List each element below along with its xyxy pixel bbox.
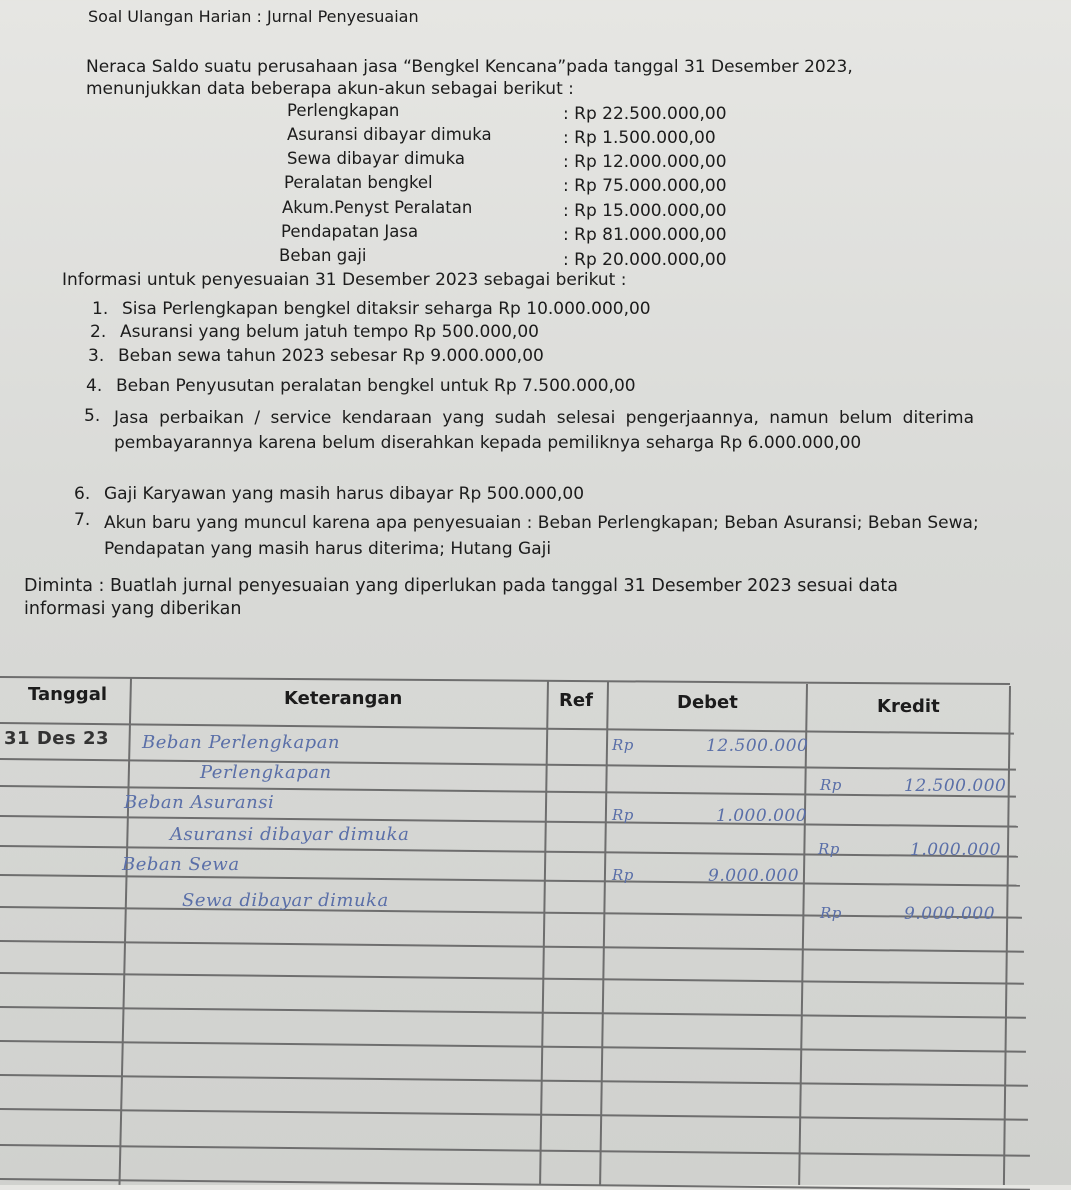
- table-rule: [0, 1006, 1026, 1018]
- header-keterangan: Keterangan: [284, 688, 403, 709]
- entry-description: Beban Perlengkapan: [142, 732, 341, 753]
- entry-description: Beban Asuransi: [124, 792, 275, 813]
- intro-paragraph: Neraca Saldo suatu perusahaan jasa “Bengkel Kencana”pada tanggal 31 Desember 2023, menunjukkan data beberapa akun-akun sebagai berikut :: [86, 57, 853, 99]
- table-rule: [0, 676, 1010, 685]
- item-text: Sisa Perlengkapan bengkel ditaksir seharga Rp 10.000.000,00: [122, 299, 651, 319]
- table-rule: [0, 815, 1018, 827]
- journal-table: [0, 670, 1071, 1185]
- header-tanggal: Tanggal: [28, 684, 108, 705]
- header-kredit: Kredit: [877, 696, 940, 717]
- table-rule: [0, 758, 1016, 770]
- table-rule: [0, 906, 1022, 918]
- entry-debit: 12.500.000: [706, 736, 809, 756]
- page-title: Soal Ulangan Harian : Jurnal Penyesuaian: [88, 7, 419, 26]
- header-debet: Debet: [677, 692, 738, 713]
- item-text: Gaji Karyawan yang masih harus dibayar Rp 500.000,00: [104, 484, 585, 504]
- table-rule: [0, 1040, 1026, 1052]
- table-rule: [0, 1074, 1028, 1086]
- header-ref: Ref: [559, 690, 593, 711]
- account-value: : Rp 15.000.000,00: [563, 201, 727, 221]
- list-item: [92, 299, 992, 323]
- list-item: [84, 406, 984, 478]
- account-name: Akum.Penyst Peralatan: [282, 198, 473, 217]
- item-number: 7.: [74, 510, 91, 530]
- list-item: [74, 510, 994, 562]
- account-name: Perlengkapan: [287, 101, 400, 120]
- account-value: : Rp 81.000.000,00: [563, 225, 727, 245]
- entry-credit: 1.000.000: [910, 840, 1002, 860]
- list-item: [86, 376, 986, 400]
- item-number: 4.: [86, 376, 103, 396]
- entry-debit: 1.000.000: [716, 806, 808, 826]
- account-name: Asuransi dibayar dimuka: [287, 125, 492, 144]
- entry-credit: 9.000.000: [904, 904, 996, 924]
- list-item: [90, 322, 990, 346]
- entry-ref: Rp: [612, 806, 634, 824]
- table-column-rule: [798, 684, 807, 1185]
- table-rule: [0, 1178, 1030, 1190]
- entry-credit-ref: Rp: [820, 904, 842, 922]
- item-number: 5.: [84, 406, 101, 426]
- list-item: [74, 484, 974, 508]
- account-value: : Rp 20.000.000,00: [563, 250, 727, 270]
- item-text: Beban Penyusutan peralatan bengkel untuk Rp 7.500.000,00: [116, 376, 636, 396]
- entry-credit-ref: Rp: [820, 776, 842, 794]
- account-value: : Rp 75.000.000,00: [563, 176, 727, 196]
- table-rule: [0, 874, 1020, 886]
- entry-debit: 9.000.000: [708, 866, 800, 886]
- entry-date: 31 Des 23: [4, 728, 109, 749]
- item-text: Asuransi yang belum jatuh tempo Rp 500.000,00: [120, 322, 539, 342]
- entry-ref: Rp: [612, 736, 634, 754]
- item-number: 3.: [88, 346, 105, 366]
- table-rule: [0, 1144, 1030, 1156]
- table-column-rule: [1003, 686, 1011, 1185]
- info-heading: Informasi untuk penyesuaian 31 Desember 2023 sebagai berikut :: [62, 270, 627, 290]
- account-name: Beban gaji: [279, 246, 367, 265]
- item-number: 1.: [92, 299, 109, 319]
- account-name: Sewa dibayar dimuka: [287, 149, 465, 168]
- entry-ref: Rp: [612, 866, 634, 884]
- task-instruction: Diminta : Buatlah jurnal penyesuaian yang diperlukan pada tanggal 31 Desember 2023 sesuai data informasi yang diberikan: [24, 576, 898, 619]
- account-value: : Rp 1.500.000,00: [563, 128, 716, 148]
- item-number: 2.: [90, 322, 107, 342]
- item-text: Jasa perbaikan / service kendaraan yang sudah selesai pengerjaannya, namun belum diterima pembayarannya karena belum diserahkan kepada pemiliknya seharga Rp 6.000.000,00: [114, 408, 974, 453]
- entry-description: Asuransi dibayar dimuka: [170, 824, 410, 845]
- account-value: : Rp 12.000.000,00: [563, 152, 727, 172]
- entry-credit: 12.500.000: [904, 776, 1007, 796]
- item-text: Beban sewa tahun 2023 sebesar Rp 9.000.000,00: [118, 346, 544, 366]
- entry-description: Sewa dibayar dimuka: [182, 890, 389, 911]
- table-column-rule: [599, 682, 608, 1185]
- table-rule: [0, 972, 1024, 984]
- entry-credit-ref: Rp: [818, 840, 840, 858]
- table-rule: [0, 1108, 1028, 1120]
- account-name: Pendapatan Jasa: [281, 222, 419, 241]
- item-text: Akun baru yang muncul karena apa penyesuaian : Beban Perlengkapan; Beban Asuransi; Beban Sewa; Pendapatan yang masih harus diterima; Hutang Gaji: [104, 513, 979, 559]
- entry-description: Perlengkapan: [200, 762, 332, 783]
- list-item: [88, 346, 988, 370]
- table-rule: [0, 940, 1024, 952]
- table-column-rule: [539, 680, 548, 1185]
- item-number: 6.: [74, 484, 91, 504]
- entry-description: Beban Sewa: [122, 854, 240, 875]
- account-value: : Rp 22.500.000,00: [563, 104, 727, 124]
- account-name: Peralatan bengkel: [284, 173, 433, 192]
